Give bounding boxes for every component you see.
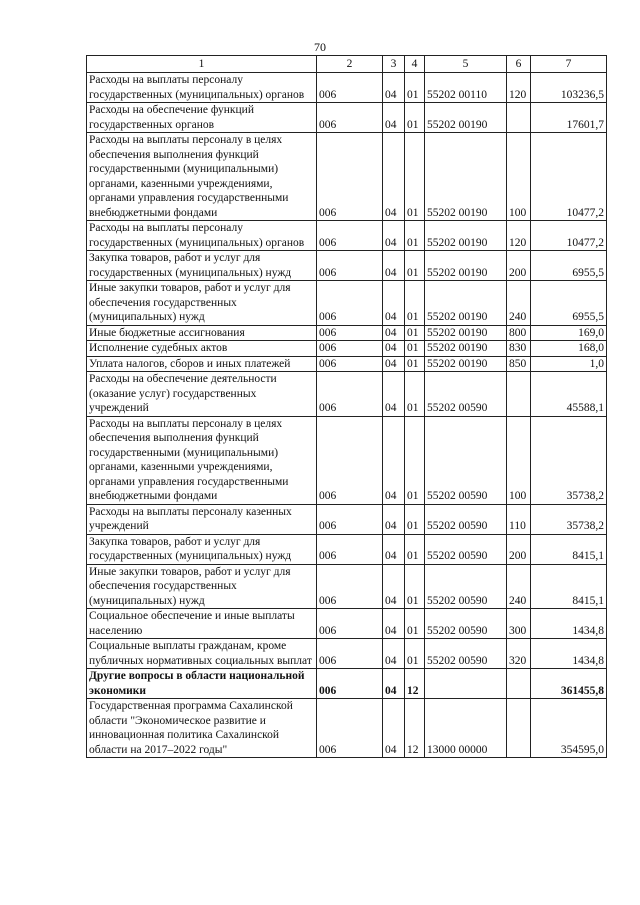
row-sum: 1434,8 <box>531 609 607 639</box>
row-csr: 55202 00190 <box>425 221 507 251</box>
row-pr: 01 <box>405 504 425 534</box>
row-vr: 100 <box>507 133 531 221</box>
row-ved: 006 <box>317 699 383 758</box>
row-name: Расходы на выплаты персоналу государственных (муниципальных) органов <box>87 221 317 251</box>
row-pr: 01 <box>405 356 425 372</box>
row-vr: 120 <box>507 73 531 103</box>
row-rz: 04 <box>383 639 405 669</box>
row-csr: 13000 00000 <box>425 699 507 758</box>
row-name: Закупка товаров, работ и услуг для государственных (муниципальных) нужд <box>87 534 317 564</box>
row-pr: 01 <box>405 341 425 357</box>
table-row <box>87 534 607 564</box>
row-name: Расходы на обеспечение функций государственных органов <box>87 103 317 133</box>
column-header: 3 <box>383 56 405 73</box>
row-pr: 12 <box>405 699 425 758</box>
row-csr: 55202 00590 <box>425 564 507 609</box>
row-ved: 006 <box>317 356 383 372</box>
row-rz: 04 <box>383 73 405 103</box>
column-header: 2 <box>317 56 383 73</box>
row-rz: 04 <box>383 609 405 639</box>
column-header: 1 <box>87 56 317 73</box>
row-pr: 01 <box>405 133 425 221</box>
row-csr: 55202 00590 <box>425 534 507 564</box>
row-rz: 04 <box>383 534 405 564</box>
row-ved: 006 <box>317 325 383 341</box>
row-name: Иные закупки товаров, работ и услуг для обеспечения государственных (муниципальных) нужд <box>87 281 317 326</box>
row-ved: 006 <box>317 564 383 609</box>
row-vr: 120 <box>507 221 531 251</box>
row-pr: 01 <box>405 251 425 281</box>
row-ved: 006 <box>317 251 383 281</box>
table-row <box>87 325 607 341</box>
row-vr <box>507 669 531 699</box>
row-ved: 006 <box>317 221 383 251</box>
row-vr: 300 <box>507 609 531 639</box>
row-sum: 6955,5 <box>531 281 607 326</box>
row-csr: 55202 00590 <box>425 504 507 534</box>
row-csr <box>425 669 507 699</box>
row-csr: 55202 00590 <box>425 609 507 639</box>
table-row <box>87 251 607 281</box>
row-name: Закупка товаров, работ и услуг для государственных (муниципальных) нужд <box>87 251 317 281</box>
row-name: Расходы на выплаты персоналу в целях обеспечения выполнения функций государственными (муниципальными) органами, казенными учреждениями, органами управления государственными внебюджетными фондами <box>87 416 317 504</box>
row-ved: 006 <box>317 669 383 699</box>
row-ved: 006 <box>317 639 383 669</box>
row-rz: 04 <box>383 699 405 758</box>
row-csr: 55202 00190 <box>425 325 507 341</box>
row-vr: 800 <box>507 325 531 341</box>
row-csr: 55202 00190 <box>425 281 507 326</box>
row-pr: 01 <box>405 534 425 564</box>
row-sum: 10477,2 <box>531 133 607 221</box>
column-header: 4 <box>405 56 425 73</box>
row-pr: 12 <box>405 669 425 699</box>
row-vr: 200 <box>507 251 531 281</box>
row-ved: 006 <box>317 73 383 103</box>
row-rz: 04 <box>383 221 405 251</box>
table-row <box>87 356 607 372</box>
row-pr: 01 <box>405 372 425 417</box>
table-row <box>87 281 607 326</box>
table-row <box>87 639 607 669</box>
row-rz: 04 <box>383 251 405 281</box>
row-name: Иные бюджетные ассигнования <box>87 325 317 341</box>
table-row <box>87 416 607 504</box>
row-rz: 04 <box>383 416 405 504</box>
row-rz: 04 <box>383 341 405 357</box>
page-number: 70 <box>314 40 326 54</box>
row-name: Расходы на выплаты персоналу в целях обеспечения выполнения функций государственными (муниципальными) органами, казенными учреждениями, органами управления государственными внебюджетными фондами <box>87 133 317 221</box>
row-sum: 1434,8 <box>531 639 607 669</box>
row-pr: 01 <box>405 416 425 504</box>
row-csr: 55202 00190 <box>425 356 507 372</box>
table-row <box>87 341 607 357</box>
row-pr: 01 <box>405 609 425 639</box>
row-ved: 006 <box>317 341 383 357</box>
row-csr: 55202 00110 <box>425 73 507 103</box>
row-vr: 200 <box>507 534 531 564</box>
row-ved: 006 <box>317 103 383 133</box>
table-row <box>87 73 607 103</box>
row-sum: 361455,8 <box>531 669 607 699</box>
row-csr: 55202 00190 <box>425 133 507 221</box>
row-sum: 1,0 <box>531 356 607 372</box>
column-header: 6 <box>507 56 531 73</box>
row-sum: 35738,2 <box>531 504 607 534</box>
row-vr: 110 <box>507 504 531 534</box>
row-vr: 240 <box>507 564 531 609</box>
table-header-row <box>87 56 607 73</box>
row-sum: 354595,0 <box>531 699 607 758</box>
row-sum: 10477,2 <box>531 221 607 251</box>
table-row <box>87 133 607 221</box>
row-name: Иные закупки товаров, работ и услуг для обеспечения государственных (муниципальных) нужд <box>87 564 317 609</box>
table-row <box>87 669 607 699</box>
row-name: Социальные выплаты гражданам, кроме публичных нормативных социальных выплат <box>87 639 317 669</box>
row-vr <box>507 699 531 758</box>
row-pr: 01 <box>405 639 425 669</box>
budget-table <box>86 55 607 758</box>
row-rz: 04 <box>383 103 405 133</box>
row-rz: 04 <box>383 133 405 221</box>
row-name: Расходы на обеспечение деятельности (оказание услуг) государственных учреждений <box>87 372 317 417</box>
table-row <box>87 103 607 133</box>
row-rz: 04 <box>383 325 405 341</box>
column-header: 7 <box>531 56 607 73</box>
row-name: Исполнение судебных актов <box>87 341 317 357</box>
table-row <box>87 504 607 534</box>
row-sum: 45588,1 <box>531 372 607 417</box>
row-ved: 006 <box>317 504 383 534</box>
row-csr: 55202 00590 <box>425 639 507 669</box>
row-name: Другие вопросы в области национальной экономики <box>87 669 317 699</box>
row-vr: 320 <box>507 639 531 669</box>
row-sum: 17601,7 <box>531 103 607 133</box>
row-name: Уплата налогов, сборов и иных платежей <box>87 356 317 372</box>
row-ved: 006 <box>317 416 383 504</box>
table-row <box>87 564 607 609</box>
row-pr: 01 <box>405 103 425 133</box>
row-pr: 01 <box>405 281 425 326</box>
row-pr: 01 <box>405 221 425 251</box>
table-row <box>87 609 607 639</box>
row-rz: 04 <box>383 356 405 372</box>
row-vr: 240 <box>507 281 531 326</box>
row-sum: 6955,5 <box>531 251 607 281</box>
row-sum: 8415,1 <box>531 534 607 564</box>
row-csr: 55202 00190 <box>425 103 507 133</box>
row-sum: 169,0 <box>531 325 607 341</box>
table-row <box>87 372 607 417</box>
row-ved: 006 <box>317 534 383 564</box>
row-vr <box>507 372 531 417</box>
row-pr: 01 <box>405 325 425 341</box>
row-ved: 006 <box>317 609 383 639</box>
row-name: Государственная программа Сахалинской области "Экономическое развитие и инновационная политика Сахалинской области на 2017–2022 годы" <box>87 699 317 758</box>
row-rz: 04 <box>383 564 405 609</box>
row-csr: 55202 00590 <box>425 372 507 417</box>
row-vr: 100 <box>507 416 531 504</box>
row-rz: 04 <box>383 669 405 699</box>
row-sum: 8415,1 <box>531 564 607 609</box>
row-vr: 830 <box>507 341 531 357</box>
row-sum: 103236,5 <box>531 73 607 103</box>
row-name: Социальное обеспечение и иные выплаты населению <box>87 609 317 639</box>
row-csr: 55202 00190 <box>425 251 507 281</box>
row-ved: 006 <box>317 133 383 221</box>
row-vr <box>507 103 531 133</box>
row-name: Расходы на выплаты персоналу казенных учреждений <box>87 504 317 534</box>
row-csr: 55202 00190 <box>425 341 507 357</box>
row-ved: 006 <box>317 372 383 417</box>
table-row <box>87 699 607 758</box>
row-rz: 04 <box>383 504 405 534</box>
row-sum: 168,0 <box>531 341 607 357</box>
row-sum: 35738,2 <box>531 416 607 504</box>
row-ved: 006 <box>317 281 383 326</box>
row-csr: 55202 00590 <box>425 416 507 504</box>
row-pr: 01 <box>405 564 425 609</box>
row-pr: 01 <box>405 73 425 103</box>
row-rz: 04 <box>383 281 405 326</box>
column-header: 5 <box>425 56 507 73</box>
table-row <box>87 221 607 251</box>
row-name: Расходы на выплаты персоналу государственных (муниципальных) органов <box>87 73 317 103</box>
row-vr: 850 <box>507 356 531 372</box>
row-rz: 04 <box>383 372 405 417</box>
